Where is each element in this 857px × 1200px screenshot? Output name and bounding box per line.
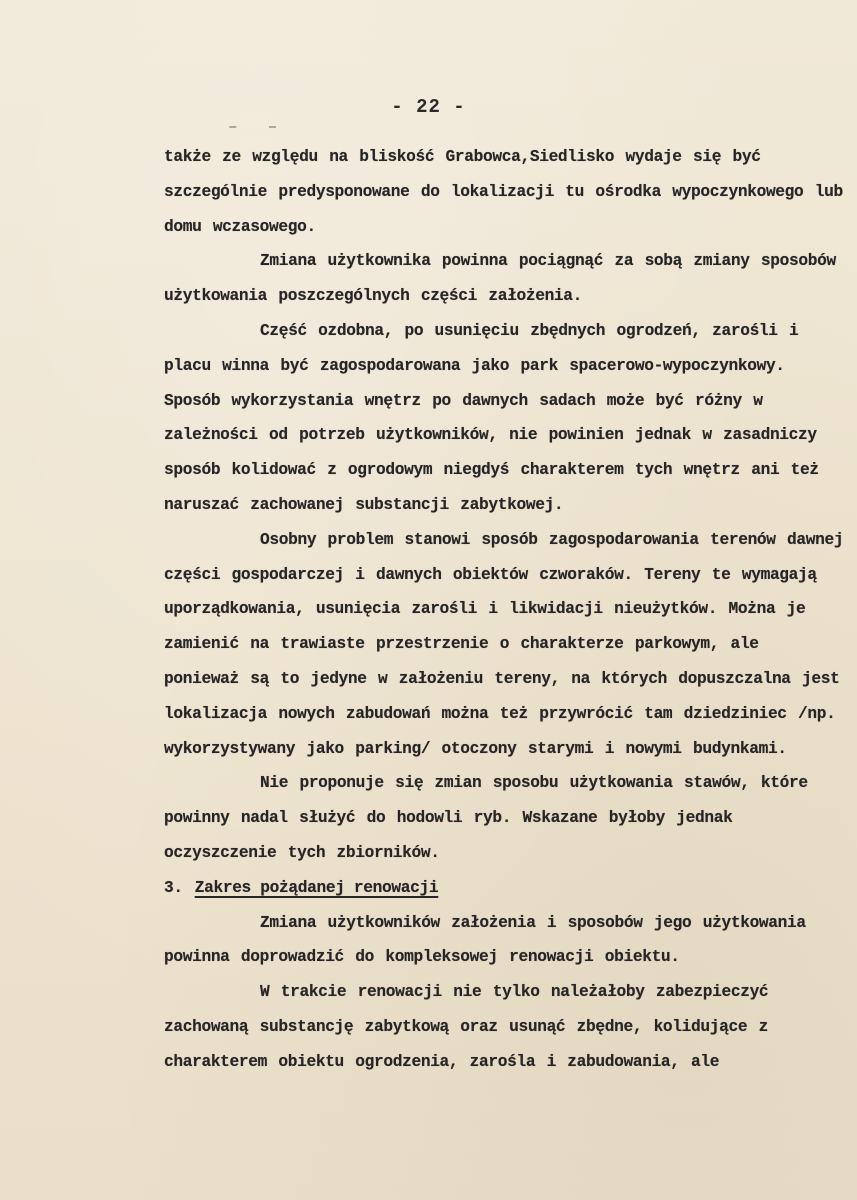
paragraph: Nie proponuje się zmian sposobu użytkowania stawów, które powinny nadal służyć do hodowli ryb. Wskazane byłoby jednak oczyszczenie tych zbiorników. [164, 774, 808, 862]
page-number: - 22 - [391, 96, 466, 118]
paragraph: W trakcie renowacji nie tylko należałoby zabezpieczyć zachowaną substancję zabytkową oraz usunąć zbędne, kolidujące z charakterem obiektu ogrodzenia, zarośla i zabudowania, ale [164, 983, 769, 1071]
paragraph: Zmiana użytkownika powinna pociągnąć za sobą zmiany sposobów użytkowania poszczególnych części założenia. [164, 252, 836, 306]
paragraph: Część ozdobna, po usunięciu zbędnych ogrodzeń, zarośli i placu winna być zagospodarowana jako park spacerowo-wypoczynkowy. Sposób wykorzystania wnętrz po dawnych sadach może być różny w zależności od potrzeb użytkowników, nie powinien jednak w zasadniczy sposób kolidować z ogrodowym niegdyś charakterem tych wnętrz ani też naruszać zachowanej substancji zabytkowej. [164, 321, 819, 514]
section-heading [164, 871, 844, 906]
stray-marks: –– [228, 118, 308, 136]
paragraph: Zmiana użytkowników założenia i sposobów jego użytkowania powinna doprowadzić do kompleksowej renowacji obiektu. [164, 913, 806, 967]
paragraph: także ze względu na bliskość Grabowca,Siedlisko wydaje się być szczególnie predysponowane do lokalizacji tu ośrodka wypoczynkowego lub domu wczasowego. [164, 148, 843, 236]
section-title: Zakres pożądanej renowacji [194, 878, 439, 897]
paragraph: Osobny problem stanowi sposób zagospodarowania terenów dawnej części gospodarczej i dawnych obiektów czworaków. Tereny te wymagają uporządkowania, usunięcia zarośli i likwidacji nieużytków. Można je zamienić na trawiaste przestrzenie o charakterze parkowym, ale ponieważ są to jedyne w założeniu tereny, na których dopuszczalna jest lokalizacja nowych zabudowań można też przywrócić tam dziedziniec /np. wykorzystywany jako parking/ otoczony starymi i nowymi budynkami. [164, 530, 844, 758]
typed-body-text [164, 140, 844, 1080]
section-number: 3. [164, 878, 183, 897]
